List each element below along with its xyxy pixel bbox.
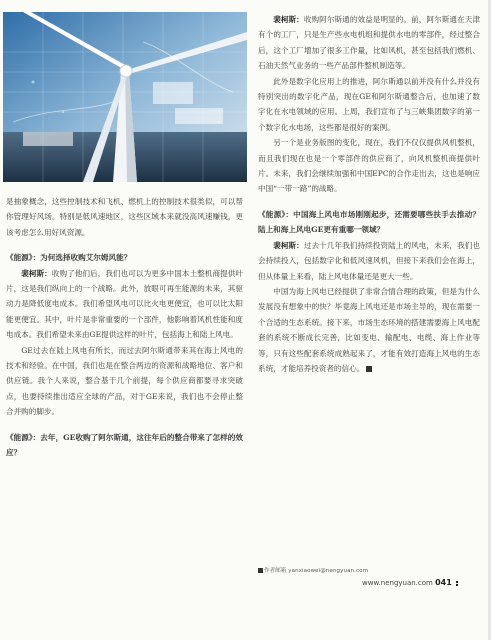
right-column [258,12,480,376]
paragraph: 此外是数字化应用上的推进，阿尔斯通以前并没有什么并没有特别突出的数字化产品，现在GE和阿尔斯通整合后，也加速了数字化在水电领域的应用。上周，我们宣布了与三峡集团数字的第一个数字化水电场，这些都是很好的案例。 [258,76,480,132]
author-email: 作者邮箱 yanxiaowei@nengyuan.com [258,566,368,574]
left-column [6,194,243,461]
paragraph: 是抽象概念，这些控制技术和飞机、燃机上的控制技术很类似，可以帮你管理好风场。特别是低风速地区，这些区域本来就没高风速赚钱，更该考虑怎么用好风资源。 [6,197,243,237]
answer: 裴柯斯：收购阿尔斯通的效益是明显的。前，阿尔斯通在天津有个的工厂，只是生产些水电机组和提供水电的零部件，经过整合后，这个工厂增加了很多工作量，比如风机，甚至包括我们燃机、石油天然气业务的一些产品部件整机制造等。 [258,15,481,71]
email-icon [258,568,263,573]
paragraph: GE过去在陆上风电有所长，而过去阿尔斯通带来其在海上风电的技术和经验。在中国，我们也是在整合两边的资源和战略地位、客户和供应链。我个人来说，整合基于几个前提，每个供应商都要寻求突破点，也要持续推出适应全球的产品，对于GE来说，我们也不会停止整合并购的脚步。 [6,345,243,417]
question: 《能源》：去年，GE收购了阿尔斯通，这往年后的整合带来了怎样的效应？ [6,432,243,458]
paragraph: 中国为海上风电已经提供了非常合情合理的政策，但是为什么发展没有想象中的快？毕竟海上风电还是市场主导的，现在需要一个合适的生态系统。接下来，市场生态环境的搭建需要海上风电配套的系统不断成长完善，比如变电、输配电、电缆、海上作业等等，只有这些配套系统成熟起来了，才能有效打造海上风电的生态系统，才能培养投资者的信心。 [258,286,480,373]
paragraph: 另一个是业务版图的变化，现在，我们不仅仅提供风机整机，而且我们现在也是一个零部件的供应商了，向风机整机商提供叶片。未来，我们会继续加强和中国EPC的合作走出去，这也是响应中国“一带一路”的战略。 [258,138,480,194]
wind-turbine-photo [3,12,247,182]
speaker-label: 裴柯斯： [273,15,304,24]
answer: 裴柯斯：过去十几年我们持续投资陆上的风电，未来，我们也会持续投入，包括数字化和低风速风机，但接下来我们会在海上，但从体量上来看，陆上风电体量还是更大一些。 [258,240,481,281]
question: 《能源》：为何选择收购艾尔姆风能？ [6,253,132,263]
footer-dots-icon [456,580,458,587]
page-footer [362,578,458,587]
question: 《能源》：中国海上风电市场刚刚起步，还需要哪些扶手去推动？陆上和海上风电GE更有重哪一领域？ [258,209,480,235]
end-mark-icon [366,366,372,372]
speaker-label: 裴柯斯： [273,240,304,250]
site-url: www.nengyuan.com [362,579,433,587]
speaker-label: 裴柯斯： [21,268,52,278]
answer: 裴柯斯：收购了他们后，我们也可以为更多中国本土整机商提供叶片，这是我们纵向上的一个战略。此外，放眼可再生能源的未来，其驱动力是降低度电成本。我们希望风电可以比火电更便宜，也可以比太阳能更便宜。其中，叶片是非常重要的一个部件，他影响着风机性能和度电成本。我们希望未来由GE提供这样的叶片，包括海上和陆上风电。 [6,268,244,340]
page-number: 041 [435,578,452,587]
